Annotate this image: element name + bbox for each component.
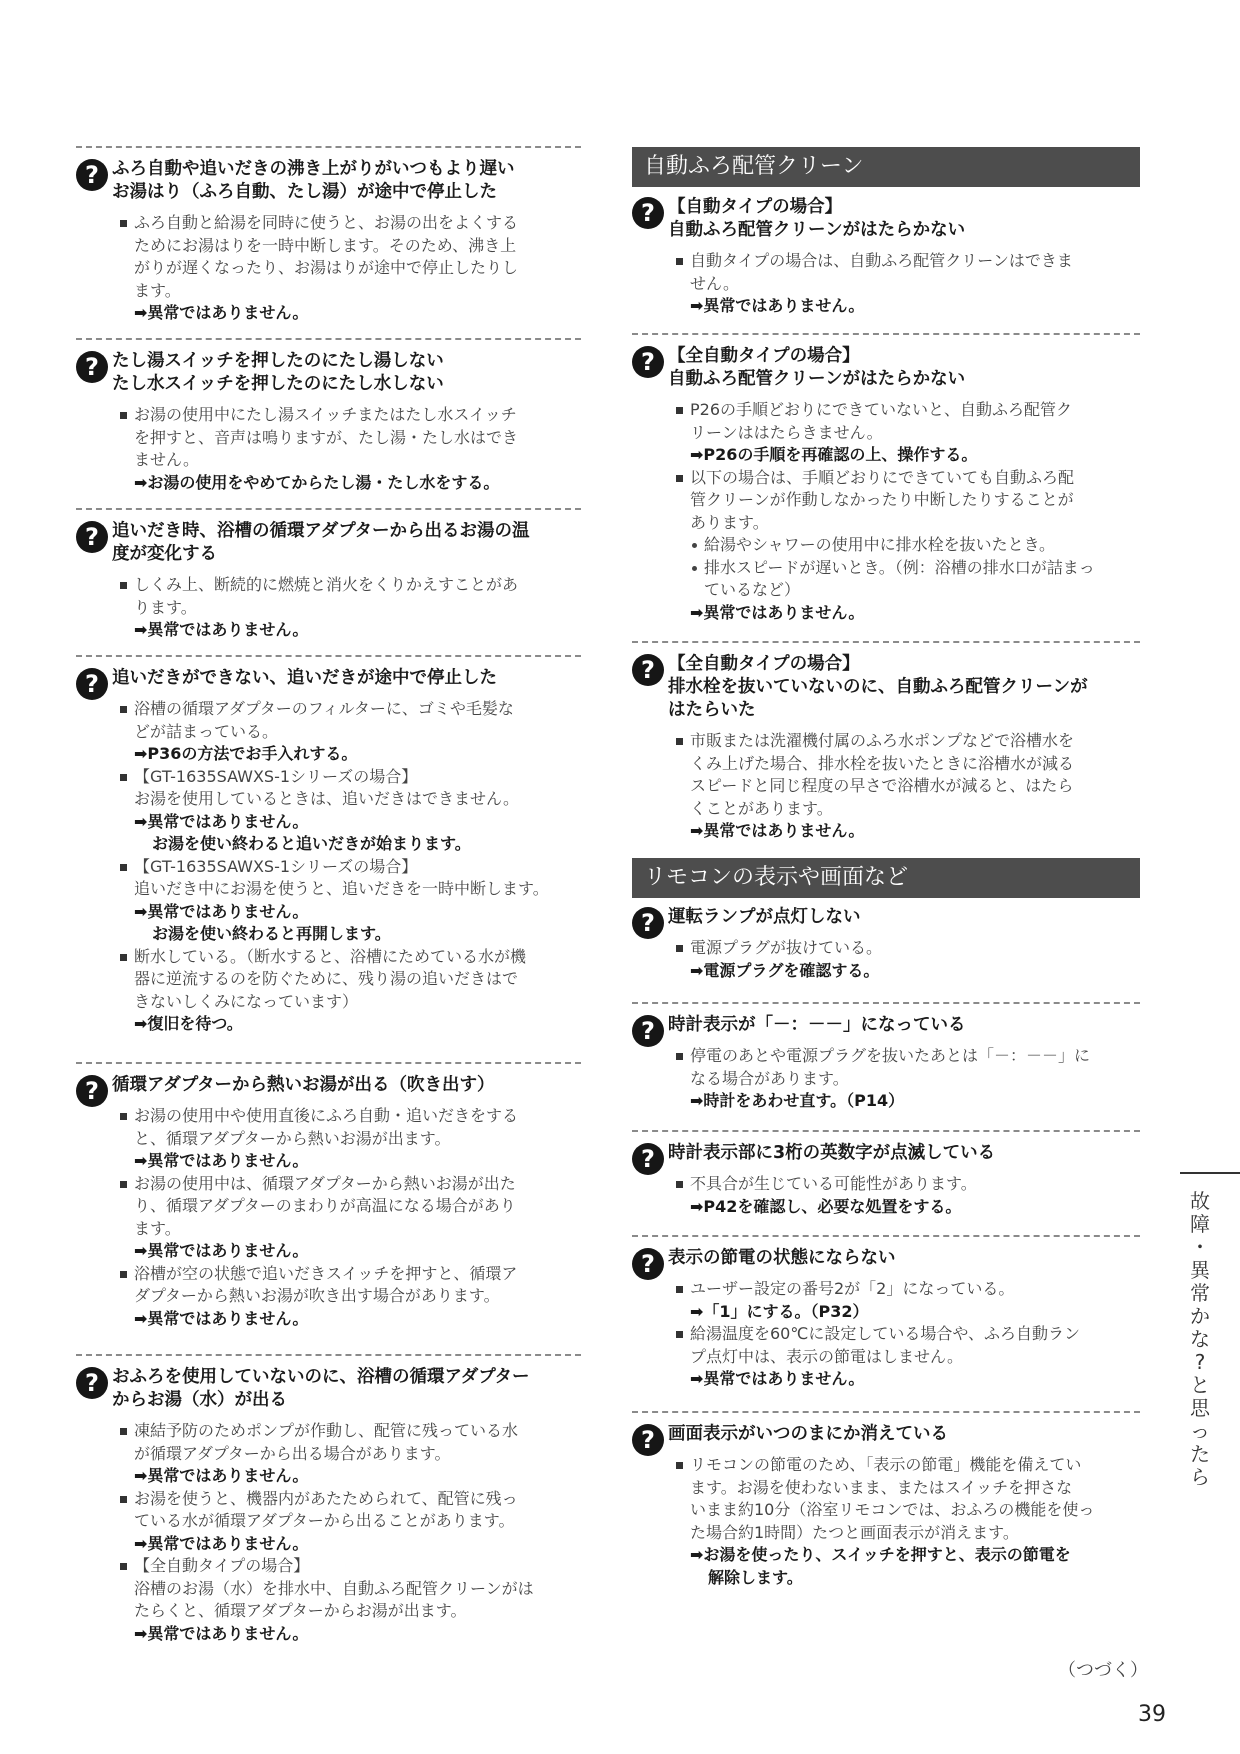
answer-result: ➡異常ではありません。 [134, 1533, 309, 1553]
faq-item [632, 196, 1140, 318]
answer-result: ➡時計をあわせ直す。（P14） [690, 1091, 905, 1110]
question-icon: ? [632, 346, 664, 378]
answer-bullet: 凍結予防のためポンプが作動し、配管に残っている水 が循環アダプターから出る場合があります。 [120, 1420, 581, 1465]
faq-item [632, 641, 1140, 843]
question-heading: ? 追いだき時、浴槽の循環アダプターから出るお湯の温 度が変化する [76, 520, 581, 566]
answer-bullet: 浴槽の循環アダプターのフィルターに、ゴミや毛髪な どが詰まっている。 [120, 698, 581, 743]
answer-bullet: 【GT-1635SAWXS-1シリーズの場合】 お湯を使用しているときは、追いだきはできません。 [120, 766, 581, 811]
faq-item [632, 1002, 1140, 1113]
answer-result: ➡異常ではありません。 [134, 1308, 309, 1328]
question-heading: ? 運転ランプが点灯しない [632, 906, 1140, 929]
answer-result: ➡異常ではありません。 [690, 602, 865, 622]
question-icon: ? [632, 654, 664, 686]
question-icon: ? [76, 1075, 108, 1107]
faq-item [76, 1062, 581, 1330]
faq-item [632, 1235, 1140, 1391]
question-icon: ? [632, 197, 664, 229]
section-header-remote-display: リモコンの表示や画面など [632, 858, 1140, 898]
question-heading: ? 時計表示が「－：－－」になっている [632, 1014, 1140, 1037]
answer-bullet: ユーザー設定の番号2が「2」になっている。 [676, 1278, 1140, 1301]
question-heading: ? 【全自動タイプの場合】 自動ふろ配管クリーンがはたらかない [632, 345, 1140, 391]
answer-bullet: ふろ自動と給湯を同時に使うと、お湯の出をよくする ためにお湯はりを一時中断します。そのため、沸き上 がりが遅くなったり、お湯はりが途中で停止したりし ます。 [120, 212, 581, 302]
question-icon: ? [632, 907, 664, 939]
faq-item [632, 333, 1140, 624]
question-icon: ? [76, 351, 108, 383]
answer-bullet: 断水している。（断水すると、浴槽にためている水が機 器に逆流するのを防ぐために、残り湯の追いだきはで きないしくみになっています） [120, 946, 581, 1014]
question-heading: ? 追いだきができない、追いだきが途中で停止した [76, 667, 581, 690]
faq-item [76, 508, 581, 642]
answer-result: ➡P26の手順を再確認の上、操作する。 [690, 445, 978, 464]
question-heading: ? おふろを使用していないのに、浴槽の循環アダプター からお湯（水）が出る [76, 1366, 581, 1412]
answer-result-continued: お湯を使い終わると追いだきが始まります。 [152, 834, 471, 853]
question-icon: ? [632, 1143, 664, 1175]
answer-bullet: 以下の場合は、手順どおりにできていても自動ふろ配 管クリーンが作動しなかったり中断したりすることが あります。 [676, 467, 1140, 535]
answer-sub-bullet: 排水スピードが遅いとき。（例：浴槽の排水口が詰まっ ているなど） [676, 557, 1140, 602]
faq-item [76, 338, 581, 494]
answer-bullet: しくみ上、断続的に燃焼と消火をくりかえすことがあ ります。 [120, 574, 581, 619]
faq-item [632, 1411, 1140, 1589]
side-tab-chapter-label: 故 障 ・ 異 常 か な ? と 思 っ た ら [1190, 1189, 1210, 1489]
question-heading: ? 時計表示部に3桁の英数字が点滅している [632, 1142, 1140, 1165]
answer-bullet: 市販または洗濯機付属のふろ水ポンプなどで浴槽水を くみ上げた場合、排水栓を抜いたときに浴槽水が減る スピードと同じ程度の早さで浴槽水が減ると、はたら くことがあります。 [676, 730, 1140, 820]
answer-bullet: 自動タイプの場合は、自動ふろ配管クリーンはできま せん。 [676, 250, 1140, 295]
answer-bullet: リモコンの節電のため、「表示の節電」機能を備えてい ます。お湯を使わないまま、またはスイッチを押さな いまま約10分（浴室リモコンでは、おふろの機能を使っ た場合約1時間）たつと画面表示が消えます。 [676, 1454, 1140, 1544]
question-heading: ? 画面表示がいつのまにか消えている [632, 1423, 1140, 1446]
answer-result: ➡異常ではありません。 [134, 303, 309, 322]
answer-bullet: お湯を使うと、機器内があたためられて、配管に残っ ている水が循環アダプターから出ることがあります。 [120, 1488, 581, 1533]
answer-result: ➡異常ではありません。 [690, 1369, 865, 1388]
faq-item [632, 1130, 1140, 1218]
answer-result: ➡異常ではありません。 [134, 1241, 309, 1260]
question-icon: ? [632, 1248, 664, 1280]
answer-result-continued: 解除します。 [708, 1567, 803, 1587]
answer-bullet: 【GT-1635SAWXS-1シリーズの場合】 追いだき中にお湯を使うと、追いだきを一時中断します。 [120, 856, 581, 901]
question-heading: ? 【全自動タイプの場合】 排水栓を抜いていないのに、自動ふろ配管クリーンが はたらいた [632, 653, 1140, 722]
answer-result: ➡異常ではありません。 [134, 620, 309, 639]
answer-result: ➡お湯を使ったり、スイッチを押すと、表示の節電を [690, 1545, 1071, 1564]
faq-item [76, 1354, 581, 1645]
answer-result: ➡P42を確認し、必要な処置をする。 [690, 1196, 962, 1216]
answer-result: ➡「1」にする。（P32） [690, 1301, 869, 1321]
answer-result: ➡復旧を待つ。 [134, 1014, 243, 1033]
answer-result-continued: お湯を使い終わると再開します。 [152, 924, 391, 943]
question-icon: ? [76, 159, 108, 191]
continued-label: （つづく） [1058, 1660, 1148, 1681]
answer-result: ➡異常ではありません。 [134, 1151, 309, 1170]
answer-result: ➡異常ではありません。 [134, 901, 309, 921]
answer-result: ➡異常ではありません。 [690, 296, 865, 315]
answer-sub-bullet: 給湯やシャワーの使用中に排水栓を抜いたとき。 [676, 534, 1140, 557]
answer-result: ➡異常ではありません。 [134, 1466, 309, 1485]
answer-bullet: お湯の使用中や使用直後にふろ自動・追いだきをする と、循環アダプターから熱いお湯が出ます。 [120, 1105, 581, 1150]
page-number: 39 [1138, 1702, 1166, 1727]
answer-bullet: P26の手順どおりにできていないと、自動ふろ配管ク リーンははたらきません。 [676, 399, 1140, 444]
answer-bullet: 浴槽が空の状態で追いだきスイッチを押すと、循環ア ダプターから熱いお湯が吹き出す場合があります。 [120, 1263, 581, 1308]
question-icon: ? [76, 521, 108, 553]
answer-bullet: 停電のあとや電源プラグを抜いたあとは「－：－－」に なる場合があります。 [676, 1045, 1140, 1090]
answer-result: ➡電源プラグを確認する。 [690, 960, 880, 980]
side-tab-divider [1180, 1172, 1240, 1174]
faq-item [632, 906, 1140, 982]
faq-item [76, 655, 581, 1036]
answer-result: ➡P36の方法でお手入れする。 [134, 744, 358, 763]
question-icon: ? [632, 1015, 664, 1047]
question-icon: ? [632, 1424, 664, 1456]
answer-bullet: 給湯温度を60℃に設定している場合や、ふろ自動ラン プ点灯中は、表示の節電はしません。 [676, 1323, 1140, 1368]
answer-bullet: 電源プラグが抜けている。 [676, 937, 1140, 960]
answer-bullet: 不具合が生じている可能性があります。 [676, 1173, 1140, 1196]
question-heading: ? ふろ自動や追いだきの沸き上がりがいつもより遅い お湯はり（ふろ自動、たし湯）が途中で停止した [76, 158, 581, 204]
answer-result: ➡お湯の使用をやめてからたし湯・たし水をする。 [134, 472, 500, 492]
faq-item [76, 146, 581, 325]
answer-bullet: お湯の使用中にたし湯スイッチまたはたし水スイッチ を押すと、音声は鳴りますが、たし湯・たし水はでき ません。 [120, 404, 581, 472]
answer-result: ➡異常ではありません。 [134, 1623, 309, 1643]
question-heading: ? 循環アダプターから熱いお湯が出る（吹き出す） [76, 1074, 581, 1097]
question-heading: ? たし湯スイッチを押したのにたし湯しない たし水スイッチを押したのにたし水しない [76, 350, 581, 396]
answer-result: ➡異常ではありません。 [134, 811, 309, 831]
question-heading: ? 表示の節電の状態にならない [632, 1247, 1140, 1270]
question-icon: ? [76, 668, 108, 700]
section-header-bath-pipe-clean: 自動ふろ配管クリーン [632, 147, 1140, 187]
answer-bullet: お湯の使用中は、循環アダプターから熱いお湯が出た り、循環アダプターのまわりが高温になる場合があり ます。 [120, 1173, 581, 1241]
answer-result: ➡異常ではありません。 [690, 821, 865, 840]
question-icon: ? [76, 1367, 108, 1399]
answer-bullet: 【全自動タイプの場合】 浴槽のお湯（水）を排水中、自動ふろ配管クリーンがは たらくと、循環アダプターからお湯が出ます。 [120, 1555, 581, 1623]
question-heading: ? 【自動タイプの場合】 自動ふろ配管クリーンがはたらかない [632, 196, 1140, 242]
